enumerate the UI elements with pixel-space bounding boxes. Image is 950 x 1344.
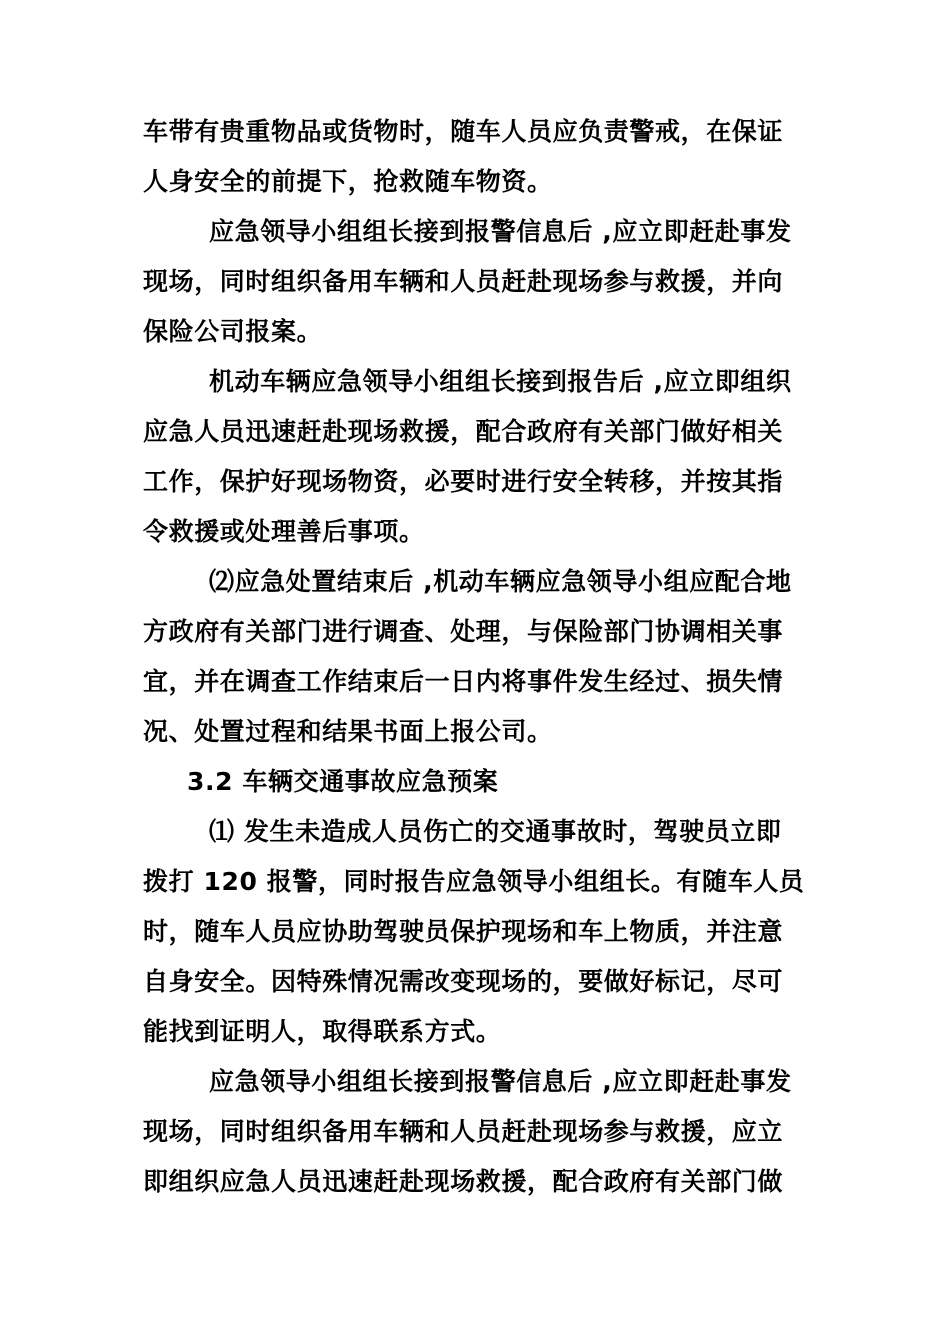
text-line: 应急人员迅速赶赴现场救援，配合政府有关部门做好相关 [143, 417, 784, 446]
text-line: 即组织应急人员迅速赶赴现场救援，配合政府有关部门做 [143, 1167, 784, 1196]
text-line: 工作，保护好现场物资，必要时进行安全转移，并按其指 [143, 467, 784, 496]
document-body [143, 107, 811, 1207]
text-line: 宜，并在调查工作结束后一日内将事件发生经过、损失情 [143, 667, 784, 696]
text-line: 时，随车人员应协助驾驶员保护现场和车上物质，并注意 [143, 917, 784, 946]
text-line: 人身安全的前提下，抢救随车物资。 [143, 167, 553, 196]
text-line: 况、处置过程和结果书面上报公司。 [143, 717, 553, 746]
text-line: 保险公司报案。 [143, 317, 323, 346]
paragraph-start: 应急领导小组组长接到报警信息后 ,应立即赶赴事发 [209, 1067, 792, 1096]
text-line: 拨打 120 报警，同时报告应急领导小组组长。有随车人员 [143, 867, 805, 896]
text-line: 自身安全。因特殊情况需改变现场的，要做好标记，尽可 [143, 967, 784, 996]
text-line: 车带有贵重物品或货物时，随车人员应负责警戒，在保证 [143, 117, 784, 146]
text-line: 能找到证明人，取得联系方式。 [143, 1017, 502, 1046]
text-line: 令救援或处理善后事项。 [143, 517, 425, 546]
paragraph-start: 机动车辆应急领导小组组长接到报告后 ,应立即组织 [209, 367, 792, 396]
text-line: 现场，同时组织备用车辆和人员赶赴现场参与救援，并向 [143, 267, 784, 296]
text-line: 方政府有关部门进行调查、处理，与保险部门协调相关事 [143, 617, 784, 646]
paragraph-start: 应急领导小组组长接到报警信息后 ,应立即赶赴事发 [209, 217, 792, 246]
paragraph-start: ⑴ 发生未造成人员伤亡的交通事故时，驾驶员立即 [209, 817, 782, 846]
section-heading: 3.2 车辆交通事故应急预案 [187, 767, 499, 796]
paragraph-start: ⑵应急处置结束后 ,机动车辆应急领导小组应配合地 [209, 567, 792, 596]
text-line: 现场，同时组织备用车辆和人员赶赴现场参与救援，应立 [143, 1117, 784, 1146]
